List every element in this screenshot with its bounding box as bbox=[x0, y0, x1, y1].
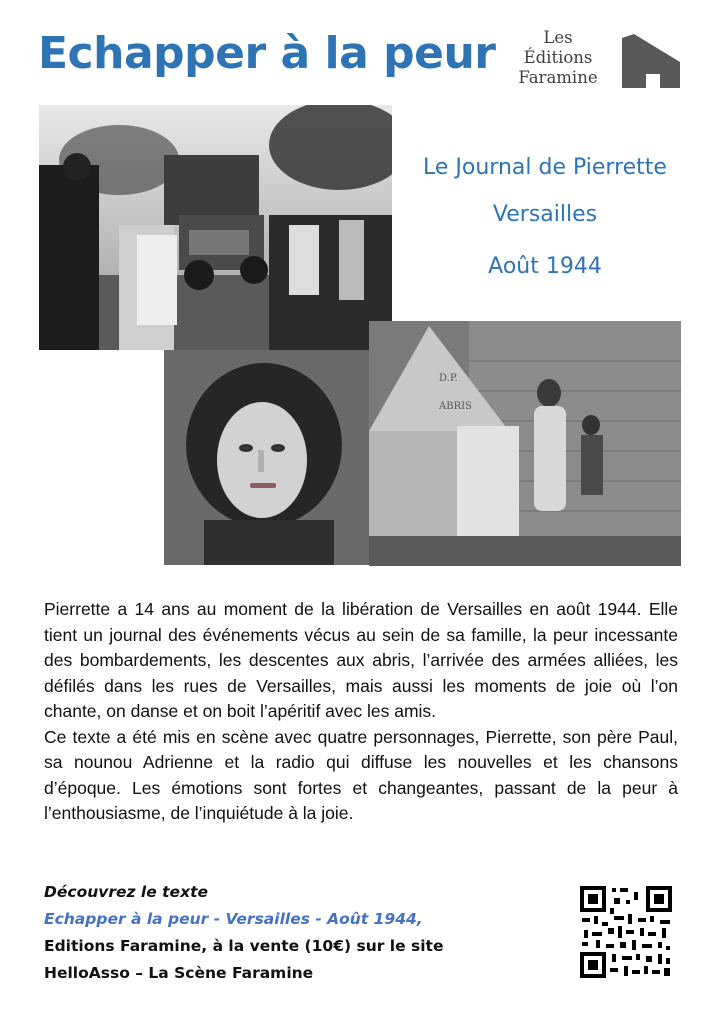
shelter-sign-dp: D.P. bbox=[439, 373, 458, 384]
sale-info: Editions Faramine, à la vente (10€) sur le site bbox=[44, 937, 444, 955]
publisher-line: Éditions bbox=[523, 48, 593, 67]
description-text bbox=[44, 597, 678, 827]
shelter-sign-abris: ABRIS bbox=[439, 401, 472, 412]
qr-code-icon[interactable] bbox=[580, 886, 672, 978]
description-paragraph: Pierrette a 14 ans au moment de la libération de Versailles en août 1944. Elle tient un journal des événements vécus au sein de sa famille, la peur incessante des bombardements, les descentes aux abris, l’arrivée des armées alliées, les défilés dans les rues de Versailles, mais aussi les moments de joie où l’on chante, on danse et on boit l’apéritif avec les amis. bbox=[44, 599, 678, 721]
publisher-line: Les bbox=[543, 28, 573, 47]
date-subtitle: Août 1944 bbox=[488, 254, 602, 279]
liberation-parade-truck-photo bbox=[39, 105, 392, 350]
discover-label: Découvrez le texte bbox=[44, 883, 208, 901]
purchase-info bbox=[44, 879, 544, 987]
journal-subtitle: Le Journal de Pierrette bbox=[423, 155, 667, 180]
description-paragraph: Ce texte a été mis en scène avec quatre personnages, Pierrette, son père Paul, sa nounou Adrienne et la radio qui diffuse les nouvelles et les chansons d’époque. Les émotions sont fortes et changeantes, passant de la peur à l’enthousiasme, de l’inquiétude à la joie. bbox=[44, 726, 678, 823]
pierrette-portrait-photo bbox=[164, 350, 369, 565]
page-title: Echapper à la peur bbox=[38, 28, 496, 79]
book-title: Echapper à la peur - Versailles - Août 1944, bbox=[44, 910, 423, 928]
house-logo-icon bbox=[620, 34, 682, 88]
shelter-woman-child-photo bbox=[369, 321, 681, 566]
publisher-line: Faramine bbox=[518, 68, 598, 87]
publisher-name bbox=[508, 28, 608, 88]
site-info: HelloAsso – La Scène Faramine bbox=[44, 964, 314, 982]
location-subtitle: Versailles bbox=[492, 202, 598, 227]
